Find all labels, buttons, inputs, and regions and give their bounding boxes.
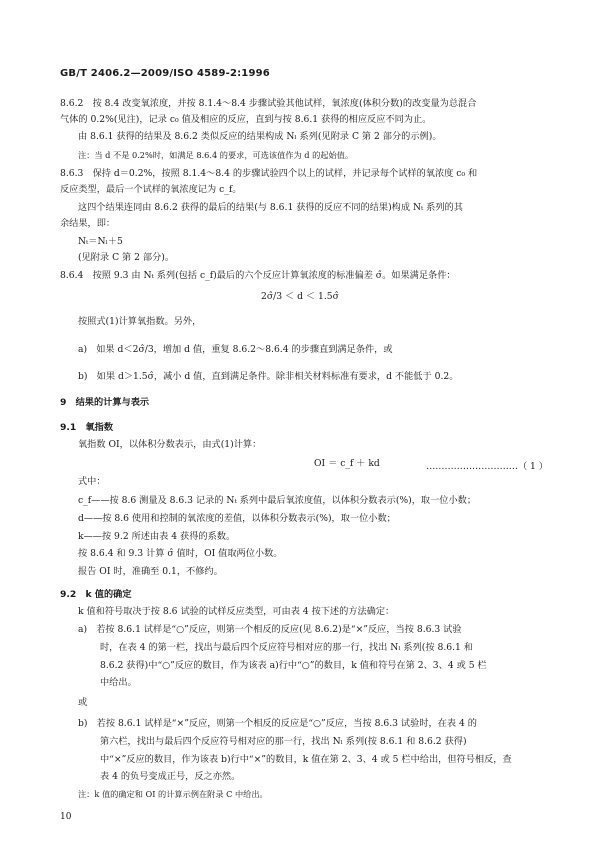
clause-8-6-4-line-1: 8.6.4 按照 9.3 由 Nₜ 系列(包括 c_f)最后的六个反应计算氧浓度的标准偏差 σ̂。如果满足条件： <box>60 270 456 281</box>
clause-8-6-4-item-b: b) 如果 d＞1.5σ̂，减小 d 值，直到满足条件。除非相关材料标准有要求，d 不能低于 0.2。 <box>78 371 459 382</box>
clause-8-6-2-note: 注：当 d 不是 0.2%时，如满足 8.6.4 的要求，可选该值作为 d 的起始值。 <box>78 150 354 160</box>
item-b-line-2: 第六栏，找出与最后四个反应符号相对应的那一行，找出 Nₗ 系列(按 8.6.1 和 8.6.2 获得) <box>100 736 467 747</box>
item-a-line-4: 中给出。 <box>100 677 137 688</box>
clause-8-6-3-line-3: 这四个结果连同由 8.6.2 获得的最后的结果(与 8.6.1 获得的反应不同的结果)构成 Nₜ 系列的其 <box>78 202 463 213</box>
clause-8-6-3-line-4: 余结果，即： <box>60 218 116 229</box>
clause-8-6-2-line-2: 气体的 0.2%(见注)，记录 c₀ 值及相应的反应，直到与按 8.6.1 获得的相应反应不同为止。 <box>60 114 432 125</box>
clause-8-6-4-item-a: a) 如果 d＜2σ̂/3，增加 d 值，重复 8.6.2～8.6.4 的步骤直到满足条件，或 <box>78 344 393 355</box>
clause-8-6-2-line-3: 由 8.6.1 获得的结果及 8.6.2 类似反应的结果构成 Nₗ 系列(见附录 C 第 2 部分的示例)。 <box>78 131 442 142</box>
section-9-2-note: 注：k 值的确定和 OI 的计算示例在附录 C 中给出。 <box>78 789 268 799</box>
clause-8-6-4-line-2: 按照式(1)计算氧指数。另外， <box>78 316 202 327</box>
standard-header: GB/T 2406.2—2009/ISO 4589-2:1996 <box>60 68 270 79</box>
section-9-title: 9 结果的计算与表示 <box>60 397 150 408</box>
formula-1: OI ＝ c_f ＋ kd <box>314 458 380 469</box>
section-9-1-line-1: 氧指数 OI，以体积分数表示，由式(1)计算： <box>78 439 262 450</box>
variable-k: k——按 9.2 所述由表 4 获得的系数。 <box>78 531 236 542</box>
clause-8-6-2-line-1: 8.6.2 按 8.4 改变氧浓度，并按 8.1.4～8.4 步骤试验其他试样，氧浓度(体积分数)的改变量为总混合 <box>60 98 477 109</box>
where-label: 式中： <box>78 476 106 487</box>
section-9-2-title: 9.2 k 值的确定 <box>60 589 132 600</box>
section-9-1-title: 9.1 氧指数 <box>60 422 114 433</box>
clause-8-6-3-line-1: 8.6.3 保持 d＝0.2%，按照 8.1.4～8.4 的步骤试验四个以上的试样，并记录每个试样的氧浓度 c₀ 和 <box>60 168 478 179</box>
section-9-1-line-3: 按 8.6.4 和 9.3 计算 σ̂ 值时，OI 值取两位小数。 <box>78 548 283 559</box>
clause-8-6-4-condition: 2σ̂/3 ＜ d ＜ 1.5σ̂ <box>261 291 339 302</box>
item-b-line-4: 表 4 的负号变成正号，反之亦然。 <box>100 771 241 782</box>
section-9-2-line-1: k 值和符号取决于按 8.6 试验的试样反应类型，可由表 4 按下述的方法确定： <box>78 606 395 617</box>
section-9-1-line-4: 报告 OI 时，准确至 0.1，不修约。 <box>78 566 223 577</box>
or-label: 或 <box>78 697 88 708</box>
clause-8-6-3-reference: (见附录 C 第 2 部分)。 <box>78 252 175 263</box>
variable-d: d——按 8.6 使用和控制的氧浓度的差值，以体积分数表示(%)，取一位小数； <box>78 513 396 524</box>
clause-8-6-3-line-2: 反应类型，最后一个试样的氧浓度记为 c_f。 <box>60 184 242 195</box>
item-b-line-3: 中“×”反应的数目，作为该表 b)行中“×”的数目，k 值在第 2、3、4 或 5 栏中给出，但符号相反，查 <box>100 754 512 765</box>
item-a-line-1: a) 若按 8.6.1 试样是“○”反应，则第一个相反的反应(见 8.6.2)是“×”反应，当按 8.6.3 试验 <box>78 624 462 635</box>
clause-8-6-3-equation: Nₜ＝Nₗ＋5 <box>78 236 123 247</box>
variable-cf: c_f——按 8.6 测量及 8.6.3 记录的 Nₜ 系列中最后氧浓度值，以体积分数表示(%)，取一位小数； <box>78 495 477 506</box>
formula-1-number: …………………………（ 1 ） <box>426 461 548 472</box>
item-a-line-2: 时，在表 4 的第一栏，找出与最后四个反应符号相对应的那一行，找出 Nₗ 系列(按 8.6.1 和 <box>100 642 473 653</box>
item-b-line-1: b) 若按 8.6.1 试样是“×”反应，则第一个相反的反应是“○”反应，当按 8.6.3 试验时，在表 4 的 <box>78 718 477 729</box>
page-number: 10 <box>60 812 72 822</box>
item-a-line-3: 8.6.2 获得)中“○”反应的数目，作为该表 a)行中“○”的数目，k 值和符号在第 2、3、4 或 5 栏 <box>100 660 487 671</box>
